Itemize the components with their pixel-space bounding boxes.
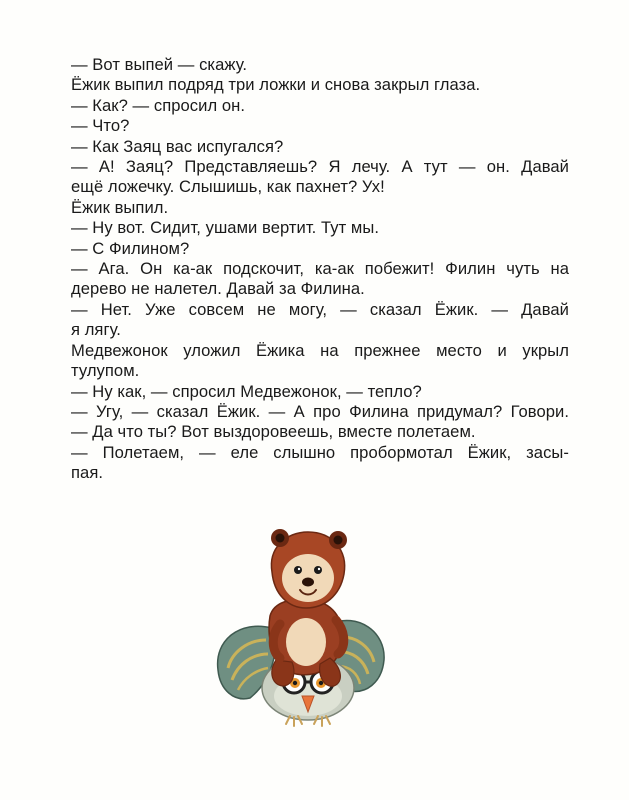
bear-eye-right bbox=[314, 566, 322, 574]
bear-nose bbox=[302, 578, 314, 587]
bear-owl-illustration bbox=[210, 520, 390, 740]
text-line: ещё ложечку. Слышишь, как пахнет? Ух! bbox=[71, 177, 385, 197]
text-line: — Ну как, — спросил Медвежонок, — тепло? bbox=[71, 381, 422, 401]
text-line: — Угу, — сказал Ёжик. — А про Филина придумал? Говори. bbox=[71, 401, 569, 421]
text-line: — Полетаем, — еле слышно пробормотал Ёжик, засы- bbox=[71, 442, 569, 462]
text-line: — Как? — спросил он. bbox=[71, 95, 246, 115]
bear-eye-left bbox=[294, 566, 302, 574]
text-line: — Как Заяц вас испугался? bbox=[71, 136, 284, 156]
text-line: пая. bbox=[71, 463, 104, 483]
text-line: — Нет. Уже совсем не могу, — сказал Ёжик. — Давай bbox=[71, 299, 569, 319]
text-line: тулупом. bbox=[71, 361, 140, 381]
text-line: Медвежонок уложил Ёжика на прежнее место и укрыл bbox=[71, 340, 569, 360]
text-line: — С Филином? bbox=[71, 238, 190, 258]
text-line: — Ну вот. Сидит, ушами вертит. Тут мы. bbox=[71, 218, 380, 238]
text-line: я лягу. bbox=[71, 320, 121, 340]
text-line: Ёжик выпил. bbox=[71, 197, 169, 217]
text-line: — Да что ты? Вот выздоровеешь, вместе полетаем. bbox=[71, 422, 476, 442]
text-line: — Что? bbox=[71, 116, 130, 136]
text-line: Ёжик выпил подряд три ложки и снова закрыл глаза. bbox=[71, 75, 481, 95]
text-line: — Вот выпей — скажу. bbox=[71, 55, 248, 74]
story-text bbox=[71, 55, 569, 484]
text-line: — Ага. Он ка-ак подскочит, ка-ак побежит! Филин чуть на bbox=[71, 259, 569, 279]
text-line: дерево не налетел. Давай за Филина. bbox=[71, 279, 365, 299]
text-line: — А! Заяц? Представляешь? Я лечу. А тут — он. Давай bbox=[71, 157, 569, 177]
